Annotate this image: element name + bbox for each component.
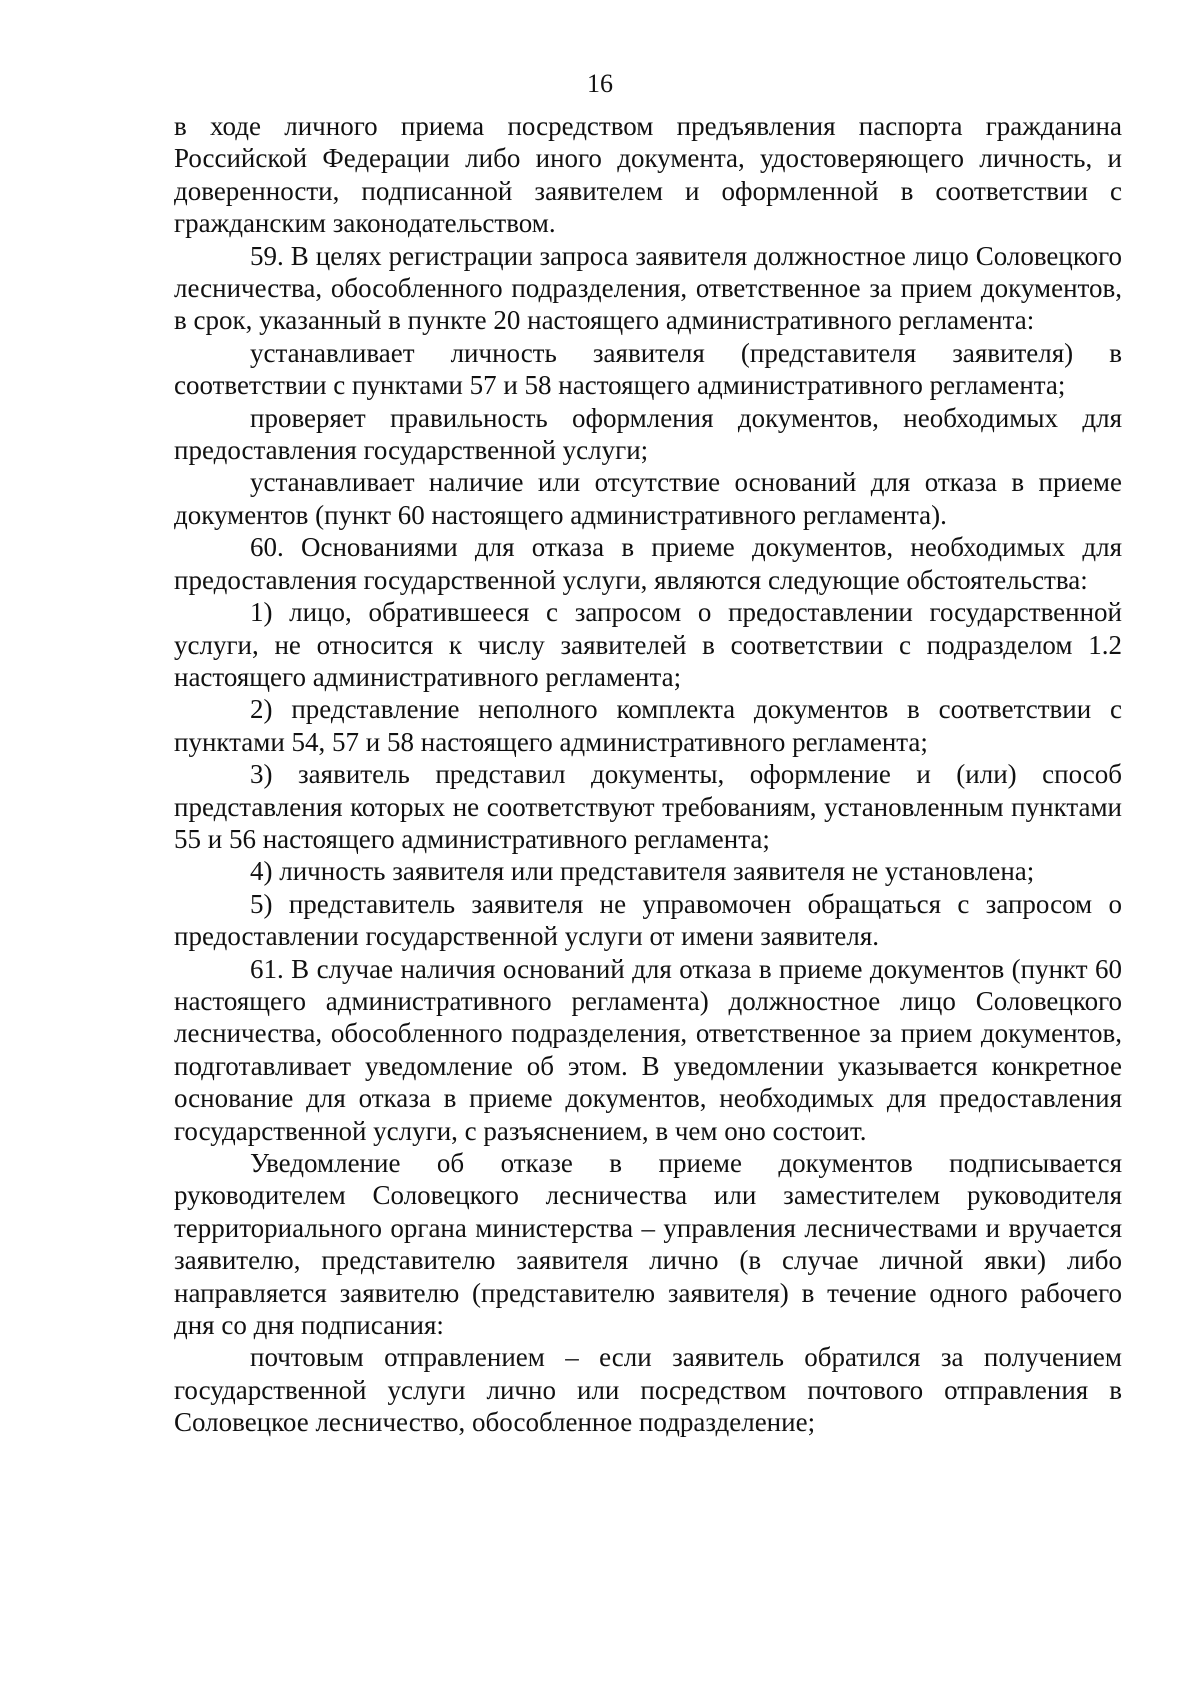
paragraph: устанавливает наличие или отсутствие оснований для отказа в приеме документов (пункт 60 настоящего административного регламента).	[174, 467, 1122, 530]
list-item: 5) представитель заявителя не управомочен обращаться с запросом о предоставлении государственной услуги от имени заявителя.	[174, 888, 1122, 952]
list-item: 3) заявитель представил документы, оформление и (или) способ представления которых не соответствуют требованиям, установленным пунктами 55 и 56 настоящего административного регламента;	[174, 759, 1122, 854]
list-item: 4) личность заявителя или представителя заявителя не установлена;	[250, 856, 1035, 887]
paragraph: устанавливает личность заявителя (представителя заявителя) в соответствии с пунктами 57 и 58 настоящего административного регламента;	[174, 337, 1122, 401]
list-item: 2) представление неполного комплекта документов в соответствии с пунктами 54, 57 и 58 настоящего административного регламента;	[174, 694, 1122, 757]
paragraph: Уведомление об отказе в приеме документов подписывается руководителем Соловецкого лесничества или заместителем руководителя территориального органа министерства – управления лесничествами и вручается заявителю, представителю заявителя лично (в случае личной явки) либо направляется заявителю (представителю заявителя) в течение одного рабочего дня со дня подписания:	[174, 1148, 1122, 1341]
paragraph: 59. В целях регистрации запроса заявителя должностное лицо Соловецкого лесничества, обособленного подразделения, ответственное за прием документов, в срок, указанный в пункте 20 настоящего административного регламента:	[174, 240, 1122, 336]
paragraph: 61. В случае наличия оснований для отказа в приеме документов (пункт 60 настоящего административного регламента) должностное лицо Соловецкого лесничества, обособленного подразделения, ответственное за прием документов, подготавливает уведомление об этом. В уведомлении указывается конкретное основание для отказа в приеме документов, необходимых для предоставления государственной услуги, с разъяснением, в чем оно состоит.	[174, 953, 1122, 1146]
paragraph: проверяет правильность оформления документов, необходимых для предоставления государственной услуги;	[174, 402, 1122, 466]
paragraph: почтовым отправлением – если заявитель обратился за получением государственной услуги лично или посредством почтового отправления в Соловецкое лесничество, обособленное подразделение;	[174, 1342, 1122, 1438]
paragraph: 60. Основаниями для отказа в приеме документов, необходимых для предоставления государственной услуги, являются следующие обстоятельства:	[174, 532, 1122, 595]
document-body	[174, 110, 1122, 1439]
paragraph: в ходе личного приема посредством предъявления паспорта гражданина Российской Федерации либо иного документа, удостоверяющего личность, и доверенности, подписанной заявителем и оформленной в соответствии с гражданским законодательством.	[174, 111, 1122, 239]
page-number: 16	[587, 69, 613, 98]
list-item: 1) лицо, обратившееся с запросом о предоставлении государственной услуги, не относится к числу заявителей в соответствии с подразделом 1.2 настоящего административного регламента;	[174, 597, 1122, 692]
